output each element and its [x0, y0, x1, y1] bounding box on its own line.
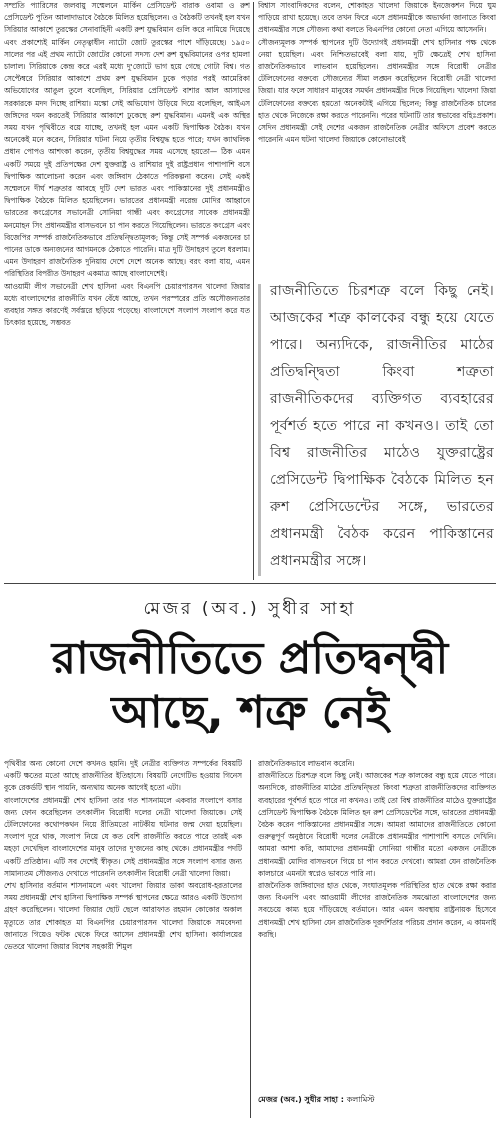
column-divider: [250, 760, 251, 1118]
paragraph: সৌজন্যমূলক সম্পর্ক স্থাপনের দুটি উদ্যোগই প্রধানমন্ত্রী শেখ হাসিনার পক্ষ থেকে নেয়া হয়েছিল। এবং নিশ্চিতভাবেই বলা যায়, দুটি ক্ষেত্রেই শেখ হাসিনা রাজনৈতিকভাবে লাভবান হয়েছিলেন। প্রধানমন্ত্রীর সঙ্গে বিরোধী নেত্রীর টেলিফোনের বক্তব্যে সৌজন্যের সীমা লঙ্ঘন করেছিলেন বিরোধী নেত্রী খালেদা জিয়া। যার ফলে সাধারণ মানুষের সমর্থন প্রধানমন্ত্রীর দিকে গিয়েছিল। খালেদা জিয়া টেলিফোনের বক্তব্যে হয়তো অনেকটাই এগিয়ে ছিলেন; কিন্তু রাজনৈতিক চালের হাত থেকে নিজেকে রক্ষা করতে পারেননি। পরের ঘটনাটি তার স্বভাবের বহিঃপ্রকাশ। সেদিন প্রধানমন্ত্রী সেই দেশের একজন রাজনৈতিক নেত্রীর অফিসে প্রবেশ করতে পারেননি এমন ঘটনা খালেদা জিয়াকে কোনোভাবেই: [258, 37, 496, 145]
column-divider: [253, 2, 254, 580]
author-name: মেজর (অব.) সুধীর সাহা :: [258, 1095, 344, 1104]
paragraph: রাজনৈতিকভাবে লাভবান করেনি।: [258, 759, 355, 768]
pull-quote-text: রাজনীতিতে চিরশত্রু বলে কিছু নেই। আজকের শত্রু কালকের বন্ধু হয়ে যেতে পারে। অন্যদিকে, রাজনীতির মাঠের প্রতিদ্বন্দ্বিতা কিংবা শত্রুতা রাজনীতিকদের ব্যক্তিগত ব্যবহারের পূর্বশর্ত হতে পারে না কখনও। তাই তো বিশ্ব রাজনীতির মাঠেও যুক্তরাষ্ট্রের প্রেসিডেন্ট দ্বিপাক্ষিক বৈঠকে মিলিত হন রুশ প্রেসিডেন্টের সঙ্গে, ভারতের প্রধানমন্ত্রী বৈঠক করেন পাকিস্তানের প্রধানমন্ত্রীর সঙ্গে।: [270, 283, 494, 569]
author-credit: [258, 1094, 496, 1107]
article-column-bottom-right: [258, 758, 496, 1080]
headline: [0, 632, 500, 740]
byline: মেজর (অব.) সুধীর সাহা: [143, 599, 357, 619]
paragraph: শেখ হাসিনার বর্তমান শাসনামলে এবং খালেদা জিয়ার ডাকা অবরোধ-হরতালের সময় প্রধানমন্ত্রী শেখ হাসিনা দ্বিপাক্ষিক সম্পর্ক স্থাপনের ক্ষেত্রে আরও একটি উদ্যোগ গ্রহণ করেছিলেন। খালেদা জিয়ার ছোট ছেলে আরাফাত রহমান কোকোর অকাল মৃত্যুতে তার শোকাহত মা বিএনপির চেয়ারপারসন খালেদা জিয়াকে সমবেদনা জানাতে গিয়েও ফটক থেকে ফিরে আসেন প্রধানমন্ত্রী শেখ হাসিনা। কার্যালয়ের ভেতরে খালেদা জিয়ার বিশেষ সহকারী শিমুল: [4, 881, 242, 952]
article-column-top-right: [258, 0, 496, 250]
article-column-bottom-left: [4, 758, 242, 1120]
paragraph: পৃথিবীর অন্য কোনো দেশে কখনও হয়নি। দুই নেত্রীর ব্যক্তিগত সম্পর্কের বিষয়টি একটি ক্ষতের মতো আছে রাজনীতির ইতিহাসে। বিষয়টি নেগেটিভ হওয়ায় গিনেস বুকে রেকর্ডটি স্থান পায়নি, অন্যথায় অনেক আগেই হতো এটা।: [4, 759, 242, 793]
paragraph: রাজনীতিতে চিরশত্রু বলে কিছু নেই। আজকের শত্রু কালকের বন্ধু হয়ে যেতে পারে। অন্যদিকে, রাজনীতির মাঠের প্রতিদ্বন্দ্বিতা কিংবা শত্রুতা রাজনীতিকদের ব্যক্তিগত ব্যবহারের পূর্বশর্ত হতে পারে না কখনও। তাই তো বিশ্ব রাজনীতির মাঠেও যুক্তরাষ্ট্রের প্রেসিডেন্ট দ্বিপাক্ষিক বৈঠকে মিলিত হন রুশ প্রেসিডেন্টের সঙ্গে, ভারতের প্রধানমন্ত্রী বৈঠক করেন পাকিস্তানের প্রধানমন্ত্রীর সঙ্গে। আমরা আমাদের রাজনীতিতে কোনো গুরুত্বপূর্ণ অনুষ্ঠানে বিরোধী দলের নেত্রীকে প্রধানমন্ত্রীর পাশাপাশি বসতে দেখিনি। আমরা আশা করি, আমাদের প্রধানমন্ত্রী সোনিয়া গান্ধীর মতো একজন নেত্রীকে প্রধানমন্ত্রী মোদির বাসভবনে গিয়ে চা পান করতে দেখবো। আমরা যেন রাজনৈতিক কালচারে এমনটা স্বপ্নেও ভাবতে পারি না।: [258, 771, 496, 878]
pull-quote: [258, 278, 494, 580]
paragraph: বিশ্বাস সাংবাদিকদের বলেন, শোকাহত খালেদা জিয়াকে ইনজেকশন দিয়ে ঘুম পাড়িয়ে রাখা হয়েছে। তবে তখন ফিরে এসে প্রধানমন্ত্রীকে অভ্যর্থনা জানাতে কিংবা প্রধানমন্ত্রীর সঙ্গে সৌজন্য কথা বলতে বিএনপির কোনো নেতা এগিয়ে আসেননি।: [258, 1, 496, 35]
headline-line-2: আছে, শত্রু নেই: [111, 687, 389, 738]
paragraph: আওয়ামী লীগ সভানেত্রী শেখ হাসিনা এবং বিএনপি চেয়ারপারসন খালেদা জিয়ার মধ্যে বাংলাদেশের রাজনীতি যখন বেঁধে আছে, তখন পরস্পরের প্রতি অসৌজন্যতার ব্যবহার সঙ্গত কারণেই সর্বস্তরে ছড়িয়ে পড়েছে। বাংলাদেশে সংলাপ সংলাপ করে যত চিৎকার হয়েছে, সম্ভবত: [4, 281, 250, 328]
section-divider: [4, 583, 496, 584]
headline-line-1: রাজনীতিতে প্রতিদ্বন্দ্বী: [51, 633, 449, 684]
author-role: কলামিস্ট: [346, 1095, 375, 1104]
article-column-top-left: [4, 0, 250, 582]
paragraph: রাজনৈতিক জঙ্গিবাদের হাত থেকে, সংঘাতমূলক পরিস্থিতির হাত থেকে রক্ষা করার জন্য বিএনপি এবং আওয়ামী লীগের রাজনৈতিক সমঝোতা বাংলাদেশের জন্য সবচেয়ে কাম্য হয়ে দাঁড়িয়েছে বর্তমানে। আর এমন অবস্থায় রাষ্ট্রনায়ক হিসেবে প্রধানমন্ত্রী শেখ হাসিনা যেন রাজনৈতিক দূরদর্শিতার পরিচয় প্রদান করেন, এ কামনাই করছি।: [258, 881, 496, 939]
paragraph: বাংলাদেশের প্রধানমন্ত্রী শেখ হাসিনা তার গত শাসনামলে একবার সংলাপে বসার জন্য ফোন করেছিলেন তৎকালীন বিরোধী দলের নেত্রী খালেদা জিয়াকে। সেই টেলিফোনের কথোপকথন নিয়ে রীতিমতো নাটকীয় ঘটনার জন্ম দেয়া হয়েছিল। সংলাপ দূরে থাক, সংলাপ নিয়ে যে কত বেশি রাজনীতি করতে পারে তারই এক মহড়া দেখেছিল বাংলাদেশের মানুষ তাদের দু'জনের কাছ থেকে। প্রধানমন্ত্রীর পদটি একটি প্রতিষ্ঠান। এটি সব দেশেই স্বীকৃত। সেই প্রধানমন্ত্রীর সঙ্গে সংলাপ বসার জন্য সামান্যতম সৌজন্যও দেখাতে পারেননি তৎকালীন বিরোধী নেত্রী খালেদা জিয়া।: [4, 795, 242, 878]
paragraph: সম্প্রতি প্যারিসের জলবায়ু সম্মেলনে মার্কিন প্রেসিডেন্ট বারাক ওবামা ও রুশ প্রেসিডেন্ট পুতিন আলাদাভাবে বৈঠকে মিলিত হয়েছিলেন। ও বৈঠকটি তখনই হল যখন সিরিয়ার আকাশে তুরস্কের সেনাবাহিনী একটি রুশ যুদ্ধবিমান গুলি করে নামিয়ে দিয়েছে এবং প্রকাশ্যেই মার্কিন নেতৃত্বাধীন ন্যাটো জোট তুরস্কের পাশে দাঁড়িয়েছে। ১৯৫০ সালের পর এই প্রথম ন্যাটো জোটের কোনো সদস্য দেশ রুশ যুদ্ধবিমানের ওপর হামলা চালাল। সিরিয়াকে কেন্দ্র করে এরই মধ্যে দু'জোটে ভাগ হয়ে গেছে গোটা বিশ্ব। গত সেপ্টেম্বরে সিরিয়ার আকাশে প্রথম রুশ যুদ্ধবিমান ঢুকে পড়ার পরই আমেরিকা অভিযোগের আঙুল তুলে বলেছিল, সিরিয়ার প্রেসিডেন্ট বাশার আল আসাদের সরকারকে মদদ দিচ্ছে রাশিয়া। মস্কো সেই অভিযোগ উড়িয়ে দিয়ে বলেছিল, আইএস জঙ্গিদের দমন করতেই সিরিয়ার আকাশে ঢুকেছে রুশ যুদ্ধবিমান। এমনই এক অস্থির সময় যখন পৃথিবীতে বয়ে যাচ্ছে, তখনই হল এমন একটি দ্বিপাক্ষিক বৈঠক। যখন অনেকেই মনে করেন, সিরিয়ার ঘটনা নিয়ে তৃতীয় বিশ্বযুদ্ধ হতে পারে; যখন ক্যাথলিক প্রধান পোপও আশংকা করেন, তৃতীয় বিশ্বযুদ্ধের সময় এসেছে হয়তো— ঠিক এমন একটি সময়ে দুই প্রতিপক্ষের দেশ যুক্তরাষ্ট্র ও রাশিয়ার দুই রাষ্ট্রপ্রধান পাশাপাশি বসে দ্বিপাক্ষিক আলোচনা করেন এবং জঙ্গিবাদ ঠেকাতে পরিকল্পনা করেন। সেই একই সম্মেলনে দীর্ঘ শত্রুতার আবহে দুটি দেশ ভারত এবং পাকিস্তানের দুই প্রধানমন্ত্রীও দ্বিপাক্ষিক বৈঠকে মিলিত হয়েছিলেন। ভারতের প্রধানমন্ত্রী নরেন্দ্র মোদির আহ্বানে ভারতের কংগ্রেসের সভানেত্রী সোনিয়া গান্ধী এবং কংগ্রেসের সাবেক প্রধানমন্ত্রী মনমোহন সিং প্রধানমন্ত্রীর বাসভবনে চা পান করতে গিয়েছিলেন। ভারতে কংগ্রেস এবং বিজেপির সম্পর্ক রাজনৈতিকভাবে প্রতিদ্বন্দ্বিতামূলক; কিন্তু সেই সম্পর্ক একজনের চা পানের ডাকে অন্যজনের আগমনকে ঠেকাতে পারেনি। মাত্র দুটি উদাহরণ তুলে ধরলাম। এমন উদাহরণ রাজনৈতিক দুনিয়ায় দেশে দেশে অনেক আছে। বরং বলা যায়, এমন পরিস্থিতির বিপরীত উদাহরণ একমাত্র আছে বাংলাদেশেই।: [4, 1, 250, 279]
